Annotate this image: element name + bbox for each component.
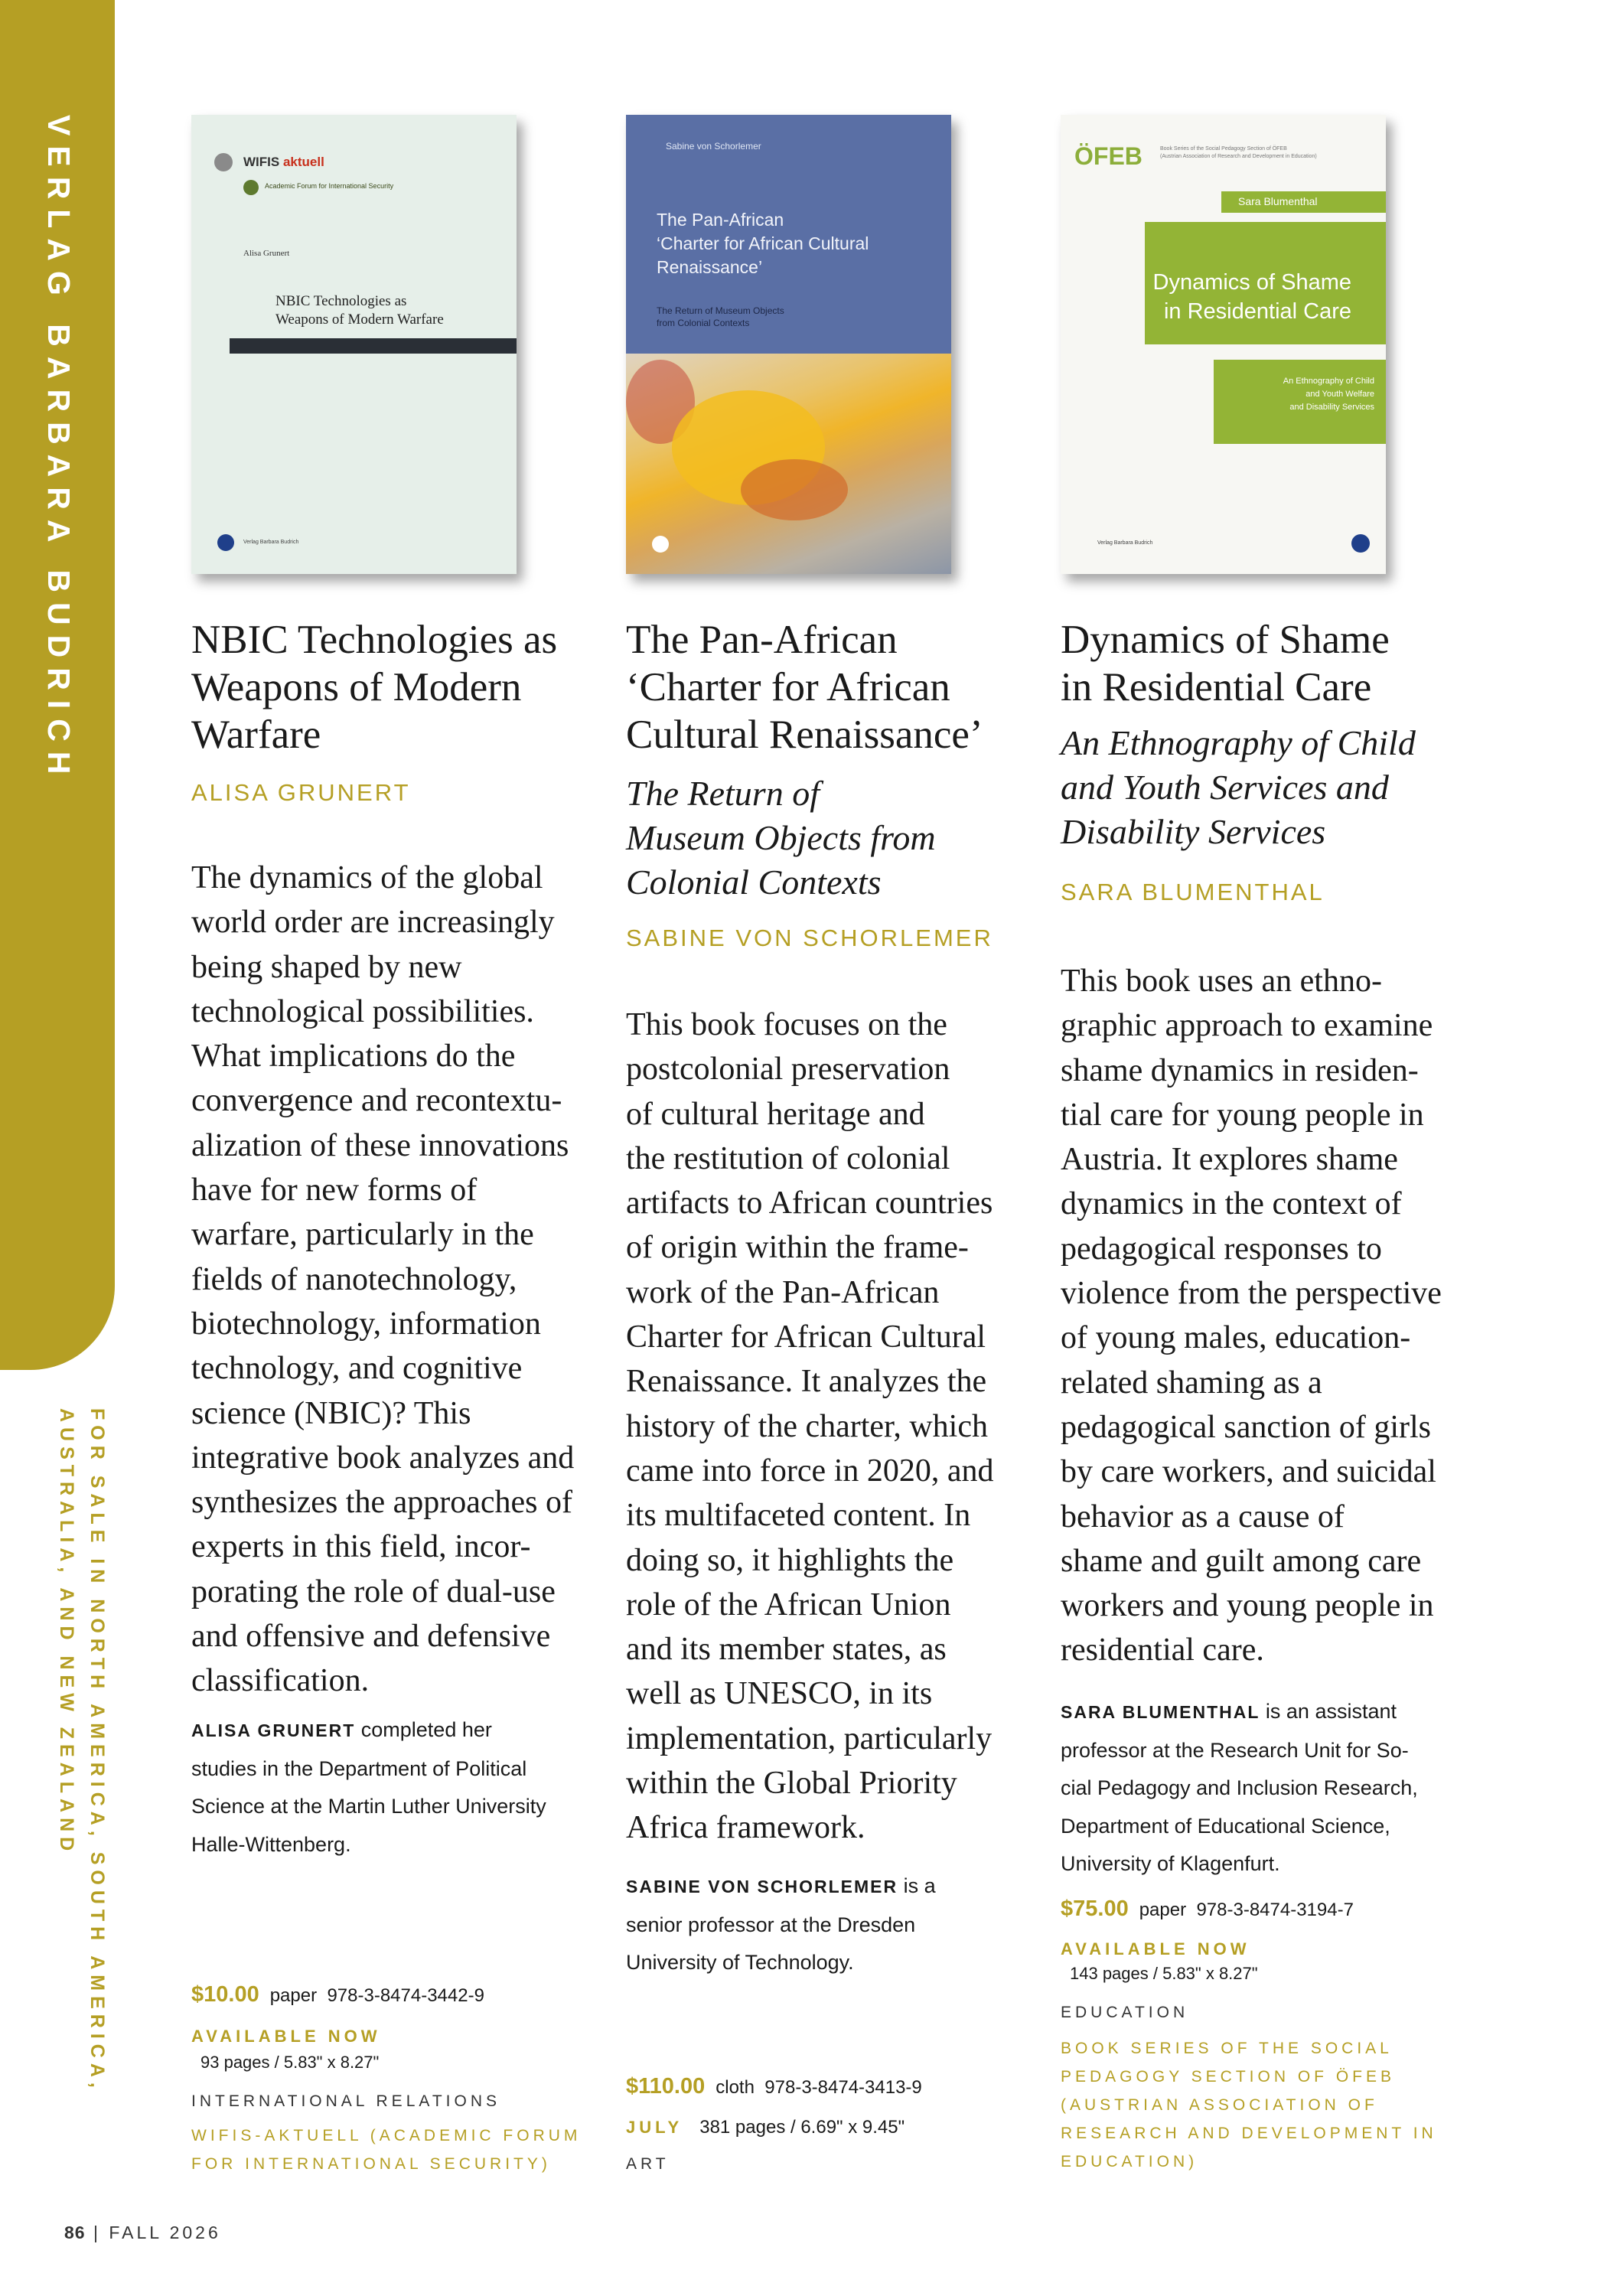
cover-series-note: Book Series of the Social Pedagogy Section of ÖFEB (Austrian Association of Research and Development in Education) [1160,146,1317,159]
book-subtitle: An Ethnography of Child and Youth Services and Disability Services [1061,723,1416,851]
cover-author: Sara Blumenthal [1238,195,1318,207]
publisher-name: VERLAG BARBARA BUDRICH [41,115,77,784]
series: WIFIS-AKTUELL (ACADEMIC FORUM FOR INTERNATIONAL SECURITY) [191,2127,582,2173]
cover-bar [230,338,517,354]
price-line [1061,1896,1354,1922]
publisher-logo-icon [217,534,234,551]
book-description: This book focuses on the postcolonial preservation of cultural heritage and the restitution of colonial artifacts to African countries of origin within the frame- work of the Pan-African Charter for African Cultural Renaissance. It analyzes the history of the charter, which came into force in 2020, and its multifaceted content. In doing so, it highlights the role of the African Union and its member states, as well as UNESCO, in its implementation, particularly within the Global Priority Africa framework. [626,1007,994,1846]
book-cover[interactable] [1061,115,1386,574]
cover-subtitle: The Return of Museum Objects from Colonial Contexts [657,305,784,328]
author-bio: SARA BLUMENTHAL is an assistant professor at the Research Unit for So- cial Pedagogy and Inclusion Research, Department of Educational Science, University of Klagenfurt. [1061,1700,1418,1875]
price-line [626,2074,922,2099]
category: ART [626,2155,670,2173]
price: $75.00 [1061,1896,1129,1921]
book-author: SARA BLUMENTHAL [1061,879,1325,905]
cover-title: NBIC Technologies as Weapons of Modern Warfare [275,293,444,328]
sale-region-line: FOR SALE IN NORTH AMERICA, SOUTH AMERICA, [86,1408,108,2093]
book-author: ALISA GRUNERT [191,779,411,806]
book-description: The dynamics of the global world order are increasingly being shaped by new technological possibilities. What implications do the convergence and recontextu- alization of these innovations have for new forms of warfare, particularly in the fields of nanotechnology, biotechnology, information technology, and cognitive science (NBIC)? This integrative book analyzes and synthesizes the approaches of experts in this field, incor- porating the role of dual-use and offensive and defensive classification. [191,860,575,1699]
cover-author: Sabine von Schorlemer [666,141,761,152]
price: $10.00 [191,1982,259,2007]
isbn: 978-3-8474-3413-9 [764,2077,922,2098]
category: INTERNATIONAL RELATIONS [191,2092,500,2110]
catalog-season: FALL 2026 [109,2223,221,2242]
cover-publisher: Verlag Barbara Budrich [243,540,299,545]
release-month: JULY [626,2118,683,2137]
cover-author: Alisa Grunert [243,249,290,258]
book-title: NBIC Technologies as Weapons of Modern Warfare [191,618,558,757]
publisher-logo-icon [1351,534,1370,553]
logo-dot-icon [243,180,259,195]
cover-title: Dynamics of Shame in Residential Care [1152,270,1351,324]
release-line [626,2117,905,2138]
author-bio: ALISA GRUNERT completed her studies in the Department of Political Science at the Martin Luther University Halle-Wittenberg. [191,1718,546,1856]
format: paper [269,1985,318,2006]
book-title: Dynamics of Shame in Residential Care [1061,618,1390,709]
page-count: 93 pages / 5.83" x 8.27" [200,2053,380,2072]
book-cover[interactable] [191,115,517,574]
cover-subtitle: An Ethnography of Child and Youth Welfare and Disability Services [1283,377,1374,412]
book-title: The Pan-African ‘Charter for African Cultural Renaissance’ [626,618,983,757]
availability: AVAILABLE NOW [1061,1939,1250,1958]
page-count: 381 pages / 6.69" x 9.45" [699,2117,905,2138]
cover-logo-sub: Academic Forum for International Security [265,182,394,190]
footer-separator: | [93,2223,101,2242]
book-author: SABINE VON SCHORLEMER [626,925,993,951]
cover-logo: ÖFEB [1074,142,1143,170]
cover-title: The Pan-African ‘Charter for African Cultural Renaissance’ [657,210,869,277]
sale-region-note [51,1408,112,2093]
page-footer [64,2223,221,2243]
format: cloth [715,2077,755,2098]
book-description: This book uses an ethno- graphic approach to examine shame dynamics in residen- tial care for young people in Austria. It explores shame dynamics in the context of pedagogical responses to violence from the perspective of young males, education- related shaming as a pedagogical sanction of girls by care workers, and suicidal behavior as a cause of shame and guilt among care workers and young people in residential care. [1061,964,1442,1668]
series: BOOK SERIES OF THE SOCIAL PEDAGOGY SECTION OF ÖFEB (AUSTRIAN ASSOCIATION OF RESEARCH AND DEVELOPMENT IN EDUCATION) [1061,2040,1437,2170]
category: EDUCATION [1061,2004,1189,2021]
cover-logo: WIFIS aktuell [243,155,324,169]
author-bio: SABINE VON SCHORLEMER is a senior professor at the Dresden University of Technology. [626,1874,936,1974]
availability: AVAILABLE NOW [191,2027,381,2046]
page-number: 86 [64,2223,86,2242]
isbn: 978-3-8474-3194-7 [1196,1900,1354,1920]
isbn: 978-3-8474-3442-9 [327,1985,484,2006]
price-line [191,1982,484,2007]
sale-region-line: AUSTRALIA, AND NEW ZEALAND [56,1408,77,1857]
publisher-logo-icon [652,536,669,553]
book-subtitle: The Return of Museum Objects from Colonial Contexts [626,774,936,902]
cover-publisher: Verlag Barbara Budrich [1097,540,1153,546]
book-cover[interactable] [626,115,951,574]
logo-dot-icon [214,153,233,171]
page-count: 143 pages / 5.83" x 8.27" [1070,1964,1258,1983]
cover-artwork [741,459,848,520]
price: $110.00 [626,2074,706,2099]
format: paper [1139,1900,1187,1920]
